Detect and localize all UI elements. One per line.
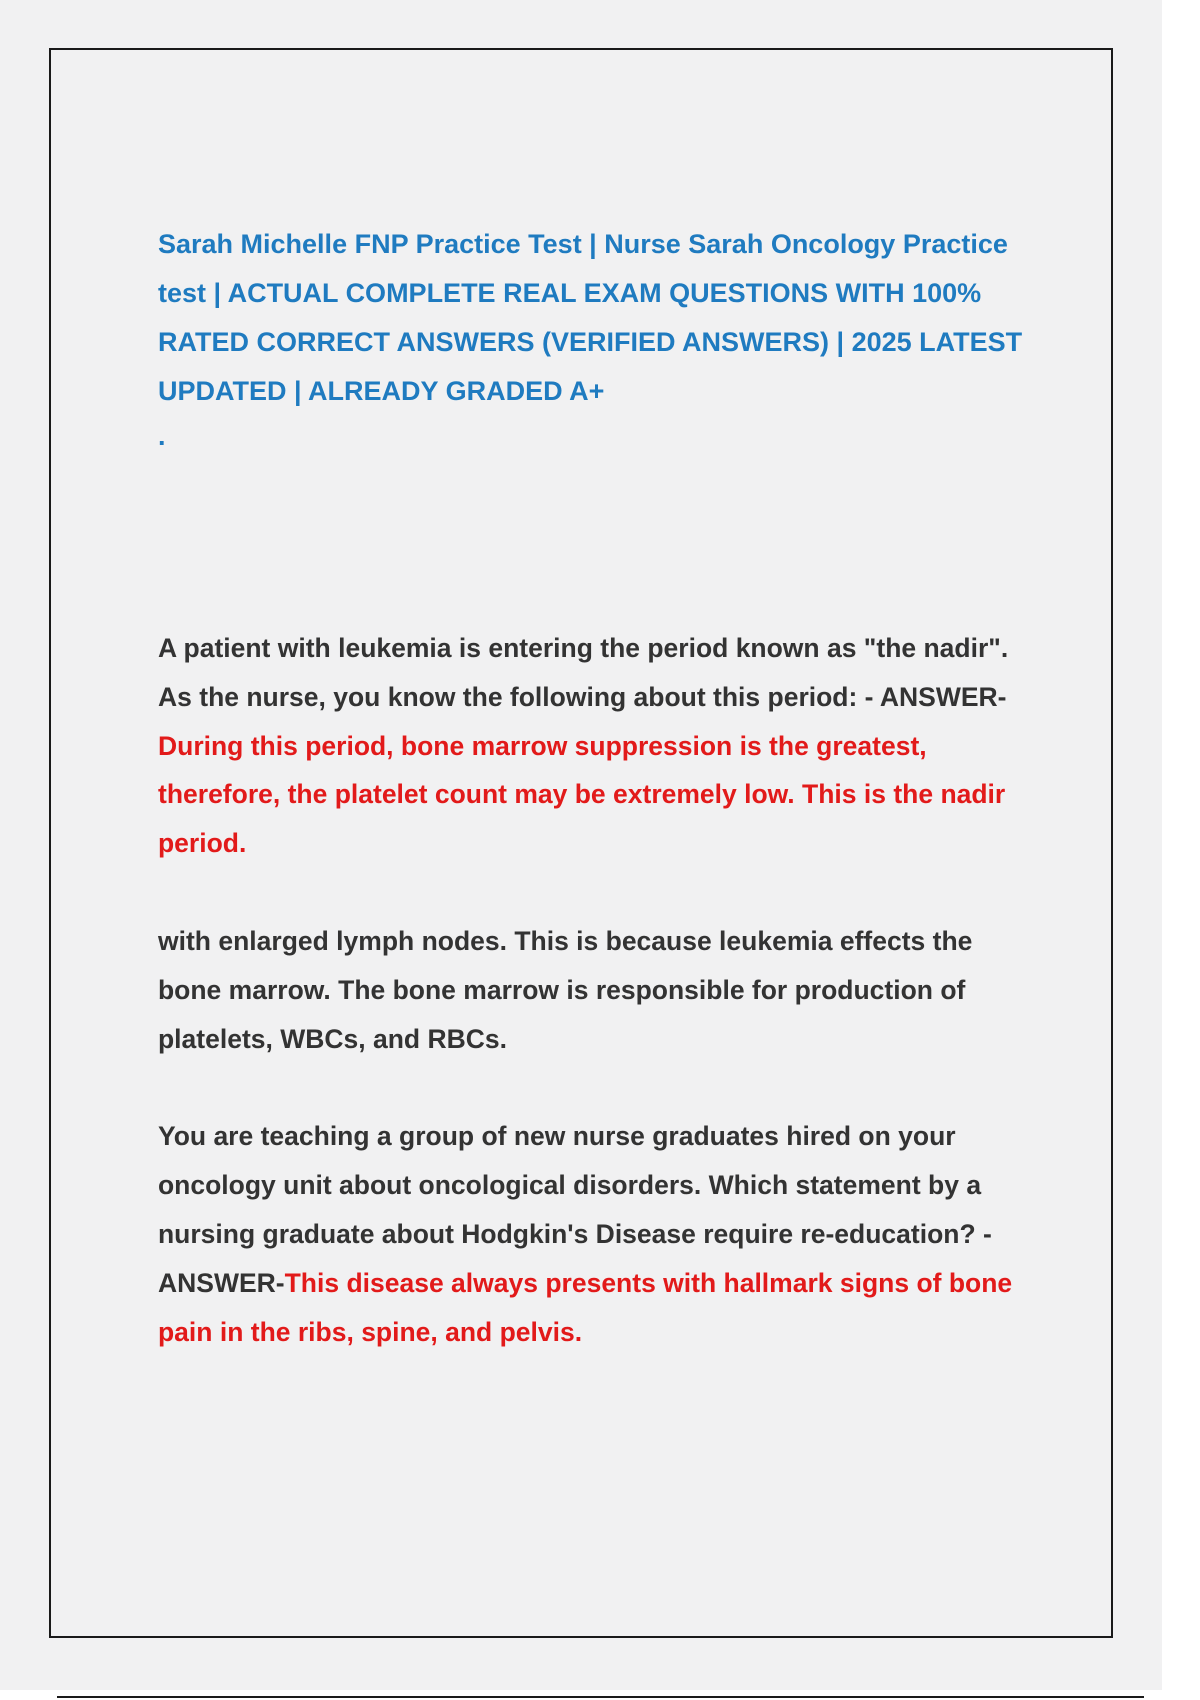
document-title: Sarah Michelle FNP Practice Test | Nurse Sarah Oncology Practice test | ACTUAL COMPLETE REAL EXAM QUESTIONS WITH 100% RATED CORRECT ANSWERS (VERIFIED ANSWERS) | 2025 LATEST UPDATED | ALREADY GRADED A+ bbox=[158, 229, 1023, 406]
bottom-divider bbox=[57, 1696, 1144, 1698]
answer-text: During this period, bone marrow suppression is the greatest, therefore, the platelet count may be extremely low. This is the nadir period. bbox=[158, 730, 1006, 859]
question-text: You are teaching a group of new nurse graduates hired on your oncology unit about oncological disorders. Which statement by a nursing graduate about Hodgkin's Disease require re-education? - ANSWER- bbox=[158, 1121, 992, 1298]
question-text: A patient with leukemia is entering the period known as "the nadir". As the nurse, you know the following about this period: - ANSWER- bbox=[158, 633, 1009, 712]
answer-text: This disease always presents with hallmark signs of bone pain in the ribs, spine, and pelvis. bbox=[158, 1267, 1013, 1347]
question-block-hodgkins bbox=[158, 1112, 1028, 1356]
title-trailing-dot: . bbox=[158, 421, 166, 451]
question-block-nadir bbox=[158, 624, 1028, 868]
explanation-paragraph: with enlarged lymph nodes. This is because leukemia effects the bone marrow. The bone marrow is responsible for production of platelets, WBCs, and RBCs. bbox=[158, 925, 973, 1054]
document-body bbox=[158, 220, 1028, 1356]
